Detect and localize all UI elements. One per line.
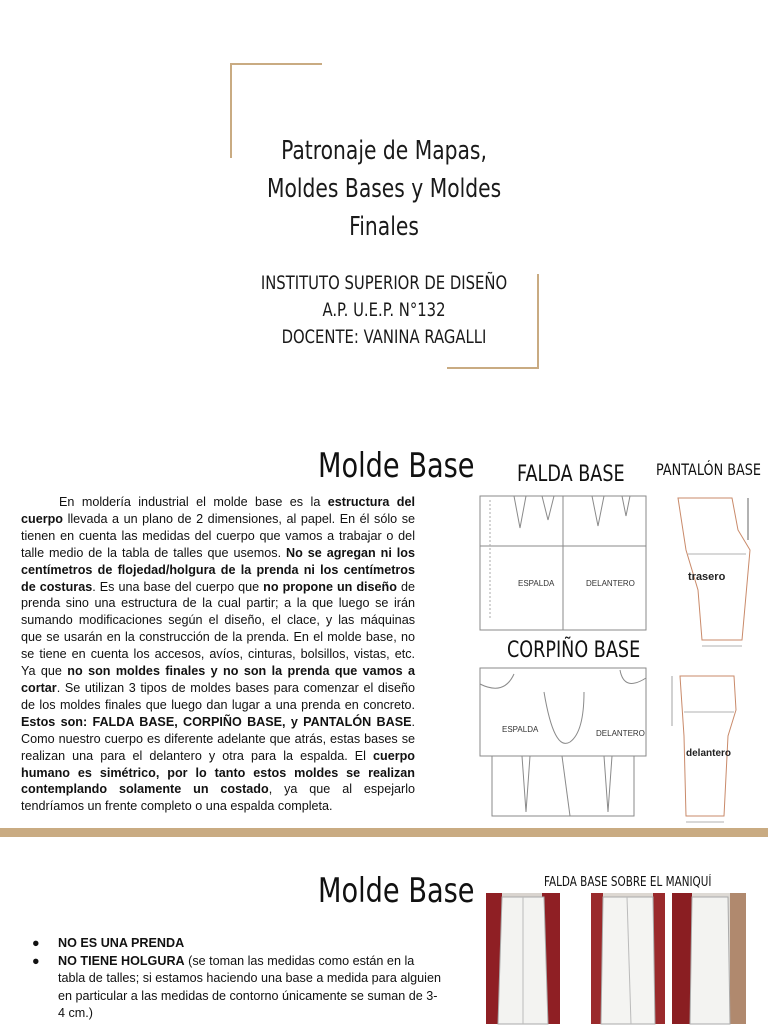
subtitle-line-2: A.P. U.E.P. N°132 (322, 299, 446, 321)
molde-base-slide-2 (0, 837, 768, 1024)
list-item: ● NO TIENE HOLGURA (se toman las medidas como están en la tabla de talles; si estamos haciendo una base a medida para alguien en particular a las medidas de contorno únicamente se suman de 3-4 cm.) (32, 953, 441, 1020)
presentation-title (267, 132, 501, 246)
slide-heading: Molde Base (318, 871, 475, 911)
title-slide (0, 0, 768, 418)
subtitle-line-1: INSTITUTO SUPERIOR DE DISEÑO (260, 272, 508, 294)
trasero-label: trasero (688, 571, 726, 583)
pantalon-trasero-pattern (668, 490, 756, 658)
mannequin-photo-1 (486, 893, 560, 1024)
falda-base-label: FALDA BASE (517, 462, 625, 487)
mannequin-photo-2 (591, 893, 665, 1024)
corpino-base-label: CORPIÑO BASE (507, 638, 641, 663)
falda-delantero-label: DELANTERO (586, 579, 635, 588)
slide-heading: Molde Base (318, 446, 475, 486)
frame-corner-top-left-vertical (230, 63, 232, 158)
frame-corner-top-left (230, 63, 322, 65)
pantalon-delantero-pattern (668, 666, 756, 830)
bullet-dot: ● (32, 953, 40, 968)
pantalon-delantero-label: delantero (686, 748, 732, 759)
molde-base-slide (0, 418, 768, 828)
pantalon-base-label: PANTALÓN BASE (656, 460, 761, 479)
falda-base-pattern (474, 490, 650, 634)
falda-espalda-label: ESPALDA (518, 579, 555, 588)
bullet-dot: ● (32, 936, 40, 950)
frame-corner-bottom-right (447, 367, 539, 369)
subtitle-line-3: DOCENTE: VANINA RAGALLI (281, 326, 487, 348)
slide-separator (0, 828, 768, 837)
title-line-2: Moldes Bases y Moldes (267, 174, 502, 204)
presentation-subtitle (251, 270, 516, 351)
title-line-3: Finales (349, 212, 419, 242)
list-item: ● NO ES UNA PRENDA (32, 935, 442, 953)
mannequin-photo-3 (672, 893, 746, 1024)
corpino-delantero-label: DELANTERO (596, 729, 645, 738)
corpino-base-pattern (474, 662, 650, 822)
photo-caption: FALDA BASE SOBRE EL MANIQUÍ (544, 875, 712, 890)
body-paragraph: En moldería industrial el molde base es la estructura del cuerpo llevada a un plano de 2 dimensiones, al papel. En él sólo se tienen en cuenta las medidas del cuerpo que vamos a trabajar o del talle medio de la tabla de talles que usemos. No se agregan ni los centímetros de flojedad/holgura de la prenda ni los centímetros de costuras. Es una base del cuerpo que no propone un diseño de prenda sino una estructura de la cual partir; a la que luego se irán sumando modificaciones según el diseño, el clace, y las máquinas que se usarán en la construcción de la prenda. En el molde base, no se tiene en cuenta los accesos, avíos, cinturas, bolsillos, vistas, etc. Ya que no son moldes finales y no son la prenda que vamos a cortar. Se utilizan 3 tipos de moldes bases para comenzar el diseño de los moldes finales que luego dan lugar a una prenda en concreto. Estos son: FALDA BASE, CORPIÑO BASE, y PANTALÓN BASE. Como nuestro cuerpo es diferente adelante que atrás, estas bases se realizan una para el delantero y otra para la espalda. El cuerpo humano es simétrico, por lo tanto estos moldes se realizan contemplando solamente un costado, ya que al espejarlo tendríamos un frente completo o una espalda completa. (21, 495, 416, 814)
bullet-list (32, 935, 442, 1023)
corpino-espalda-label: ESPALDA (502, 725, 539, 734)
frame-corner-bottom-right-vertical (537, 274, 539, 369)
title-line-1: Patronaje de Mapas, (281, 136, 487, 166)
